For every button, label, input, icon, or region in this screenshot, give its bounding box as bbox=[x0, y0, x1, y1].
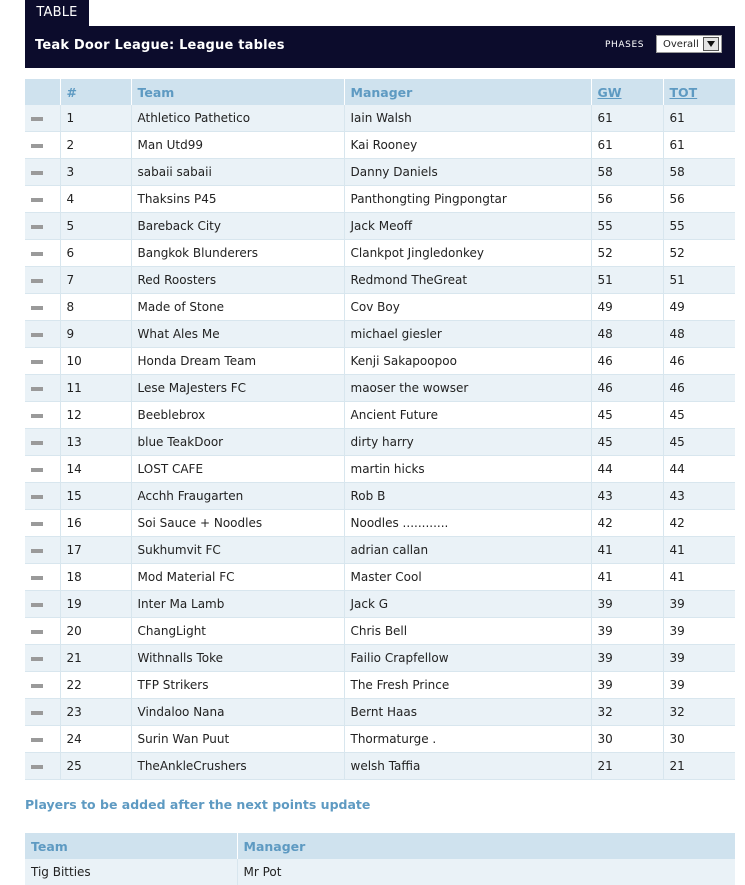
team-cell[interactable]: Inter Ma Lamb bbox=[131, 591, 344, 618]
rank-cell: 2 bbox=[60, 132, 131, 159]
movement-cell bbox=[25, 564, 60, 591]
team-cell[interactable]: Mod Material FC bbox=[131, 564, 344, 591]
no-change-dash-icon bbox=[31, 414, 43, 418]
gw-cell: 41 bbox=[591, 537, 663, 564]
movement-cell bbox=[25, 267, 60, 294]
league-table bbox=[25, 79, 735, 780]
tot-sort-link[interactable]: TOT bbox=[669, 84, 698, 100]
no-change-dash-icon bbox=[31, 387, 43, 391]
movement-cell bbox=[25, 672, 60, 699]
no-change-dash-icon bbox=[31, 333, 43, 337]
no-change-dash-icon bbox=[31, 576, 43, 580]
table-row bbox=[25, 267, 735, 294]
manager-cell[interactable]: Kenji Sakapoopoo bbox=[344, 348, 591, 375]
team-cell[interactable]: sabaii sabaii bbox=[131, 159, 344, 186]
no-change-dash-icon bbox=[31, 198, 43, 202]
gw-cell: 52 bbox=[591, 240, 663, 267]
phases-select[interactable] bbox=[656, 35, 722, 53]
table-row bbox=[25, 699, 735, 726]
manager-cell[interactable]: Jack Meoff bbox=[344, 213, 591, 240]
manager-cell[interactable]: Failio Crapfellow bbox=[344, 645, 591, 672]
rank-cell: 5 bbox=[60, 213, 131, 240]
team-cell[interactable]: TheAnkleCrushers bbox=[131, 753, 344, 780]
gw-cell: 21 bbox=[591, 753, 663, 780]
no-change-dash-icon bbox=[31, 630, 43, 634]
tot-column-header[interactable] bbox=[663, 79, 735, 105]
table-row bbox=[25, 402, 735, 429]
no-change-dash-icon bbox=[31, 252, 43, 256]
table-row bbox=[25, 186, 735, 213]
rank-cell: 1 bbox=[60, 105, 131, 132]
pending-table-header bbox=[25, 833, 735, 859]
movement-cell bbox=[25, 159, 60, 186]
team-cell[interactable]: ChangLight bbox=[131, 618, 344, 645]
movement-cell bbox=[25, 429, 60, 456]
tot-cell: 44 bbox=[663, 456, 735, 483]
movement-column-header bbox=[25, 79, 60, 105]
rank-cell: 7 bbox=[60, 267, 131, 294]
tot-cell: 45 bbox=[663, 429, 735, 456]
movement-cell bbox=[25, 726, 60, 753]
manager-cell[interactable]: maoser the wowser bbox=[344, 375, 591, 402]
no-change-dash-icon bbox=[31, 225, 43, 229]
tot-cell: 32 bbox=[663, 699, 735, 726]
pending-team-column-header: Team bbox=[25, 833, 237, 859]
table-row bbox=[25, 859, 735, 885]
gw-cell: 39 bbox=[591, 645, 663, 672]
manager-cell[interactable]: Thormaturge . bbox=[344, 726, 591, 753]
tot-cell: 42 bbox=[663, 510, 735, 537]
movement-cell bbox=[25, 753, 60, 780]
gw-cell: 51 bbox=[591, 267, 663, 294]
no-change-dash-icon bbox=[31, 306, 43, 310]
gw-cell: 39 bbox=[591, 618, 663, 645]
rank-cell: 23 bbox=[60, 699, 131, 726]
gw-column-header[interactable] bbox=[591, 79, 663, 105]
rank-cell: 4 bbox=[60, 186, 131, 213]
gw-cell: 41 bbox=[591, 564, 663, 591]
no-change-dash-icon bbox=[31, 144, 43, 148]
table-row bbox=[25, 537, 735, 564]
manager-column-header: Manager bbox=[344, 79, 591, 105]
no-change-dash-icon bbox=[31, 657, 43, 661]
tot-cell: 56 bbox=[663, 186, 735, 213]
movement-cell bbox=[25, 294, 60, 321]
no-change-dash-icon bbox=[31, 468, 43, 472]
table-row bbox=[25, 375, 735, 402]
gw-cell: 45 bbox=[591, 402, 663, 429]
pending-manager-column-header: Manager bbox=[237, 833, 735, 859]
manager-cell[interactable]: Clankpot Jingledonkey bbox=[344, 240, 591, 267]
team-column-header: Team bbox=[131, 79, 344, 105]
table-row bbox=[25, 672, 735, 699]
tot-cell: 58 bbox=[663, 159, 735, 186]
gw-cell: 44 bbox=[591, 456, 663, 483]
table-row bbox=[25, 321, 735, 348]
manager-cell[interactable]: Ancient Future bbox=[344, 402, 591, 429]
movement-cell bbox=[25, 321, 60, 348]
phases-selected-value: Overall bbox=[663, 39, 699, 50]
rank-cell: 10 bbox=[60, 348, 131, 375]
movement-cell bbox=[25, 213, 60, 240]
manager-cell[interactable]: Cov Boy bbox=[344, 294, 591, 321]
team-cell[interactable]: Beeblebrox bbox=[131, 402, 344, 429]
gw-cell: 56 bbox=[591, 186, 663, 213]
no-change-dash-icon bbox=[31, 171, 43, 175]
rank-cell: 19 bbox=[60, 591, 131, 618]
table-row bbox=[25, 213, 735, 240]
tot-cell: 39 bbox=[663, 645, 735, 672]
manager-cell[interactable]: dirty harry bbox=[344, 429, 591, 456]
rank-cell: 21 bbox=[60, 645, 131, 672]
manager-cell[interactable]: michael giesler bbox=[344, 321, 591, 348]
team-cell[interactable]: Vindaloo Nana bbox=[131, 699, 344, 726]
manager-cell[interactable]: welsh Taffia bbox=[344, 753, 591, 780]
table-row bbox=[25, 105, 735, 132]
tot-cell: 43 bbox=[663, 483, 735, 510]
manager-cell[interactable]: Bernt Haas bbox=[344, 699, 591, 726]
rank-cell: 3 bbox=[60, 159, 131, 186]
tot-cell: 39 bbox=[663, 591, 735, 618]
manager-cell[interactable]: Rob B bbox=[344, 483, 591, 510]
table-row bbox=[25, 132, 735, 159]
team-cell[interactable]: Withnalls Toke bbox=[131, 645, 344, 672]
gw-cell: 55 bbox=[591, 213, 663, 240]
team-cell[interactable]: Bangkok Blunderers bbox=[131, 240, 344, 267]
movement-cell bbox=[25, 510, 60, 537]
table-row bbox=[25, 159, 735, 186]
pending-manager-cell[interactable]: Mr Pot bbox=[237, 859, 735, 885]
gw-cell: 30 bbox=[591, 726, 663, 753]
gw-cell: 46 bbox=[591, 375, 663, 402]
team-cell[interactable]: Soi Sauce + Noodles bbox=[131, 510, 344, 537]
league-table-header bbox=[25, 79, 735, 105]
manager-cell[interactable]: Master Cool bbox=[344, 564, 591, 591]
gw-cell: 39 bbox=[591, 591, 663, 618]
team-cell[interactable]: Surin Wan Puut bbox=[131, 726, 344, 753]
movement-cell bbox=[25, 402, 60, 429]
movement-cell bbox=[25, 348, 60, 375]
movement-cell bbox=[25, 537, 60, 564]
movement-cell bbox=[25, 375, 60, 402]
rank-cell: 16 bbox=[60, 510, 131, 537]
table-row bbox=[25, 429, 735, 456]
gw-cell: 48 bbox=[591, 321, 663, 348]
movement-cell bbox=[25, 645, 60, 672]
no-change-dash-icon bbox=[31, 279, 43, 283]
table-row bbox=[25, 591, 735, 618]
team-cell[interactable]: Thaksins P45 bbox=[131, 186, 344, 213]
team-cell[interactable]: Lese MaJesters FC bbox=[131, 375, 344, 402]
team-cell[interactable]: What Ales Me bbox=[131, 321, 344, 348]
movement-cell bbox=[25, 483, 60, 510]
table-row bbox=[25, 753, 735, 780]
gw-cell: 32 bbox=[591, 699, 663, 726]
no-change-dash-icon bbox=[31, 603, 43, 607]
gw-cell: 39 bbox=[591, 672, 663, 699]
tot-cell: 61 bbox=[663, 105, 735, 132]
gw-cell: 49 bbox=[591, 294, 663, 321]
page-title: Teak Door League: League tables bbox=[35, 38, 285, 53]
table-row bbox=[25, 456, 735, 483]
tot-cell: 49 bbox=[663, 294, 735, 321]
manager-cell[interactable]: Kai Rooney bbox=[344, 132, 591, 159]
manager-cell[interactable]: The Fresh Prince bbox=[344, 672, 591, 699]
rank-cell: 11 bbox=[60, 375, 131, 402]
movement-cell bbox=[25, 618, 60, 645]
table-row bbox=[25, 510, 735, 537]
movement-cell bbox=[25, 456, 60, 483]
pending-players-table bbox=[25, 833, 735, 885]
manager-cell[interactable]: martin hicks bbox=[344, 456, 591, 483]
table-row bbox=[25, 240, 735, 267]
no-change-dash-icon bbox=[31, 360, 43, 364]
no-change-dash-icon bbox=[31, 549, 43, 553]
no-change-dash-icon bbox=[31, 765, 43, 769]
tot-cell: 30 bbox=[663, 726, 735, 753]
rank-cell: 14 bbox=[60, 456, 131, 483]
tot-cell: 41 bbox=[663, 564, 735, 591]
table-row bbox=[25, 564, 735, 591]
dropdown-arrow-icon[interactable] bbox=[703, 37, 719, 51]
rank-column-header: # bbox=[60, 79, 131, 105]
tot-cell: 46 bbox=[663, 375, 735, 402]
gw-cell: 61 bbox=[591, 132, 663, 159]
movement-cell bbox=[25, 240, 60, 267]
movement-cell bbox=[25, 105, 60, 132]
tot-cell: 39 bbox=[663, 672, 735, 699]
league-header bbox=[25, 26, 735, 68]
rank-cell: 24 bbox=[60, 726, 131, 753]
tab-table[interactable]: TABLE bbox=[25, 0, 89, 26]
gw-cell: 42 bbox=[591, 510, 663, 537]
no-change-dash-icon bbox=[31, 684, 43, 688]
team-cell[interactable]: Sukhumvit FC bbox=[131, 537, 344, 564]
manager-cell[interactable]: Iain Walsh bbox=[344, 105, 591, 132]
no-change-dash-icon bbox=[31, 441, 43, 445]
table-row bbox=[25, 645, 735, 672]
gw-sort-link[interactable]: GW bbox=[597, 84, 622, 100]
rank-cell: 22 bbox=[60, 672, 131, 699]
no-change-dash-icon bbox=[31, 522, 43, 526]
rank-cell: 8 bbox=[60, 294, 131, 321]
team-cell[interactable]: TFP Strikers bbox=[131, 672, 344, 699]
gw-cell: 46 bbox=[591, 348, 663, 375]
pending-players-title: Players to be added after the next points update bbox=[25, 797, 371, 812]
manager-cell[interactable]: Redmond TheGreat bbox=[344, 267, 591, 294]
rank-cell: 6 bbox=[60, 240, 131, 267]
manager-cell[interactable]: Chris Bell bbox=[344, 618, 591, 645]
rank-cell: 9 bbox=[60, 321, 131, 348]
tot-cell: 52 bbox=[663, 240, 735, 267]
rank-cell: 15 bbox=[60, 483, 131, 510]
team-cell[interactable]: Athletico Pathetico bbox=[131, 105, 344, 132]
no-change-dash-icon bbox=[31, 117, 43, 121]
team-cell[interactable]: Bareback City bbox=[131, 213, 344, 240]
table-row bbox=[25, 348, 735, 375]
tot-cell: 51 bbox=[663, 267, 735, 294]
team-cell[interactable]: Made of Stone bbox=[131, 294, 344, 321]
no-change-dash-icon bbox=[31, 495, 43, 499]
team-cell[interactable]: Man Utd99 bbox=[131, 132, 344, 159]
no-change-dash-icon bbox=[31, 711, 43, 715]
rank-cell: 13 bbox=[60, 429, 131, 456]
movement-cell bbox=[25, 591, 60, 618]
pending-team-cell[interactable]: Tig Bitties bbox=[25, 859, 237, 885]
table-row bbox=[25, 294, 735, 321]
movement-cell bbox=[25, 186, 60, 213]
table-row bbox=[25, 483, 735, 510]
tot-cell: 46 bbox=[663, 348, 735, 375]
manager-cell[interactable]: Noodles ............ bbox=[344, 510, 591, 537]
rank-cell: 18 bbox=[60, 564, 131, 591]
manager-cell[interactable]: Panthongting Pingpongtar bbox=[344, 186, 591, 213]
gw-cell: 61 bbox=[591, 105, 663, 132]
tot-cell: 55 bbox=[663, 213, 735, 240]
tot-cell: 41 bbox=[663, 537, 735, 564]
tot-cell: 48 bbox=[663, 321, 735, 348]
team-cell[interactable]: Acchh Fraugarten bbox=[131, 483, 344, 510]
movement-cell bbox=[25, 132, 60, 159]
movement-cell bbox=[25, 699, 60, 726]
tot-cell: 39 bbox=[663, 618, 735, 645]
tot-cell: 61 bbox=[663, 132, 735, 159]
manager-cell[interactable]: adrian callan bbox=[344, 537, 591, 564]
team-cell[interactable]: Honda Dream Team bbox=[131, 348, 344, 375]
team-cell[interactable]: Red Roosters bbox=[131, 267, 344, 294]
rank-cell: 17 bbox=[60, 537, 131, 564]
team-cell[interactable]: LOST CAFE bbox=[131, 456, 344, 483]
no-change-dash-icon bbox=[31, 738, 43, 742]
rank-cell: 12 bbox=[60, 402, 131, 429]
tot-cell: 45 bbox=[663, 402, 735, 429]
team-cell[interactable]: blue TeakDoor bbox=[131, 429, 344, 456]
table-row bbox=[25, 726, 735, 753]
rank-cell: 20 bbox=[60, 618, 131, 645]
tot-cell: 21 bbox=[663, 753, 735, 780]
gw-cell: 45 bbox=[591, 429, 663, 456]
table-row bbox=[25, 618, 735, 645]
gw-cell: 43 bbox=[591, 483, 663, 510]
gw-cell: 58 bbox=[591, 159, 663, 186]
rank-cell: 25 bbox=[60, 753, 131, 780]
manager-cell[interactable]: Danny Daniels bbox=[344, 159, 591, 186]
manager-cell[interactable]: Jack G bbox=[344, 591, 591, 618]
phases-label: PHASES bbox=[605, 40, 645, 50]
